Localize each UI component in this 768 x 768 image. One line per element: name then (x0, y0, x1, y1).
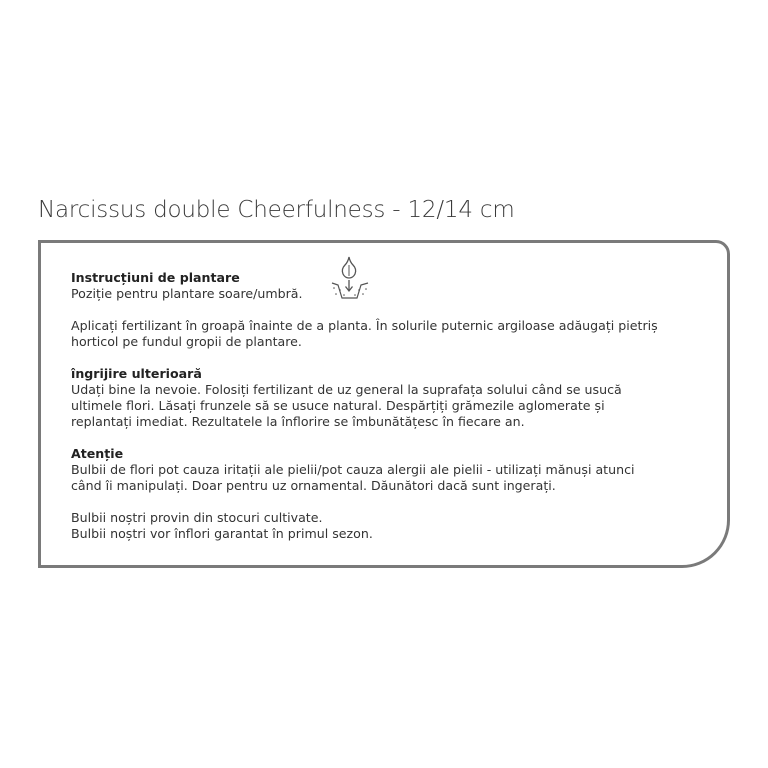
care-heading: îngrijire ulterioară (71, 366, 202, 381)
instructions-text (71, 270, 711, 542)
warning-line: când îi manipulați. Doar pentru uz ornamental. Dăunători dacă sunt ingerați. (71, 478, 556, 493)
warning-heading: Atenție (71, 446, 124, 461)
origin-line: Bulbii noștri provin din stocuri cultivate. (71, 510, 323, 525)
warning-line: Bulbii de flori pot cauza iritații ale pielii/pot cauza alergii ale pielii - utilizați mănuși atunci (71, 462, 635, 477)
origin-line: Bulbii noștri vor înflori garantat în primul sezon. (71, 526, 373, 541)
planting-position: Poziție pentru plantare soare/umbră. (71, 286, 303, 301)
planting-fertilizer-line: horticol pe fundul gropii de plantare. (71, 334, 302, 349)
page-title: Narcissus double Cheerfulness - 12/14 cm (38, 197, 515, 223)
care-line: Udați bine la nevoie. Folosiți fertilizant de uz general la suprafața solului când se usucă (71, 382, 622, 397)
planting-heading: Instrucțiuni de plantare (71, 270, 240, 285)
care-line: ultimele flori. Lăsați frunzele să se usuce natural. Despărțiți grămezile aglomerate și (71, 398, 605, 413)
care-line: replantați imediat. Rezultatele la înflorire se îmbunătățesc în fiecare an. (71, 414, 525, 429)
planting-fertilizer-line: Aplicați fertilizant în groapă înainte de a planta. În solurile puternic argiloase adăugați pietriș (71, 318, 658, 333)
